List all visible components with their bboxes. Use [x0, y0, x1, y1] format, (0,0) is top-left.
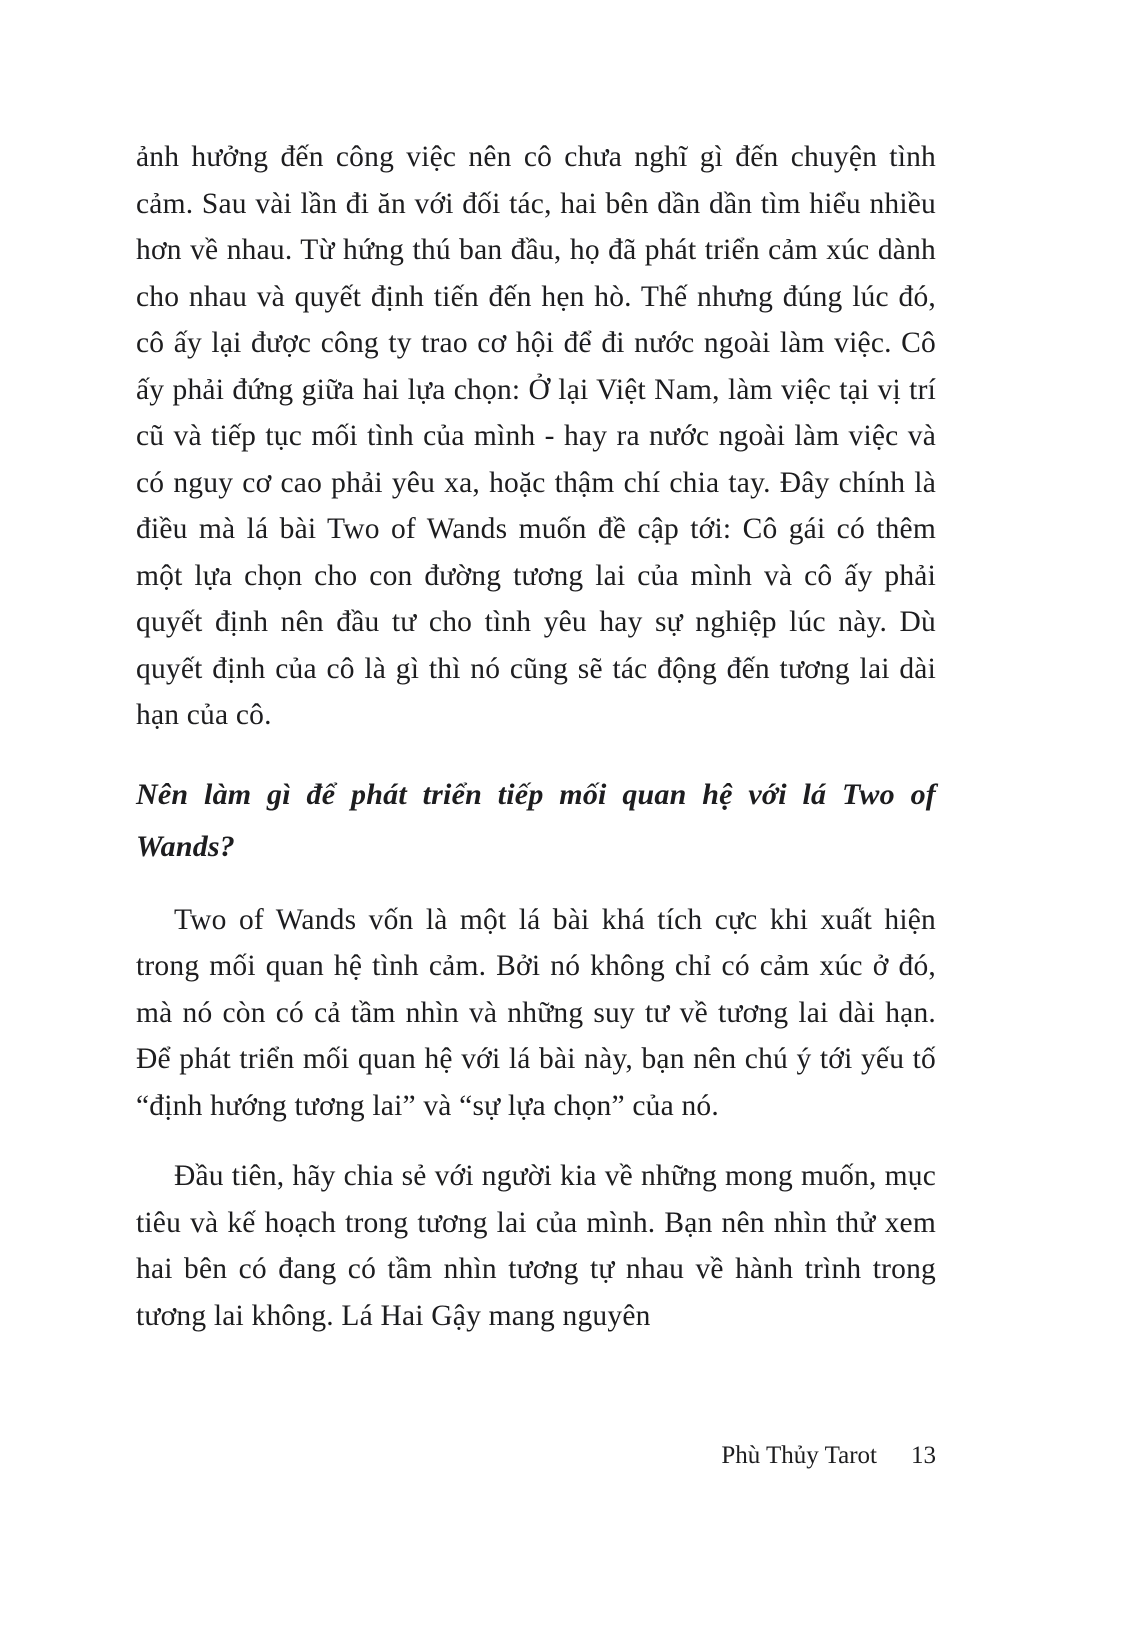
- paragraph-continuation: ảnh hưởng đến công việc nên cô chưa nghĩ gì đến chuyện tình cảm. Sau vài lần đi ăn với đối tác, hai bên dần dần tìm hiểu nhiều hơn về nhau. Từ hứng thú ban đầu, họ đã phát triển cảm xúc dành cho nhau và quyết định tiến đến hẹn hò. Thế nhưng đúng lúc đó, cô ấy lại được công ty trao cơ hội để đi nước ngoài làm việc. Cô ấy phải đứng giữa hai lựa chọn: Ở lại Việt Nam, làm việc tại vị trí cũ và tiếp tục mối tình của mình - hay ra nước ngoài làm việc và có nguy cơ cao phải yêu xa, hoặc thậm chí chia tay. Đây chính là điều mà lá bài Two of Wands muốn đề cập tới: Cô gái có thêm một lựa chọn cho con đường tương lai của mình và cô ấy phải quyết định nên đầu tư cho tình yêu hay sự nghiệp lúc này. Dù quyết định của cô là gì thì nó cũng sẽ tác động đến tương lai dài hạn của cô.: [136, 141, 936, 731]
- paragraph-advice: Đầu tiên, hãy chia sẻ với người kia về những mong muốn, mục tiêu và kế hoạch trong tương lai của mình. Bạn nên nhìn thử xem hai bên có đang có tầm nhìn tương tự nhau về hành trình trong tương lai không. Lá Hai Gậy mang nguyên: [136, 1160, 936, 1332]
- section-heading: Nên làm gì để phát triển tiếp mối quan hệ với lá Two of Wands?: [136, 777, 936, 863]
- footer-page-number: 13: [911, 1442, 936, 1469]
- page-content: [136, 134, 936, 1339]
- page-footer: [136, 1440, 936, 1472]
- paragraph-two-of-wands: Two of Wands vốn là một lá bài khá tích cực khi xuất hiện trong mối quan hệ tình cảm. Bởi nó không chỉ có cảm xúc ở đó, mà nó còn có cả tầm nhìn và những suy tư về tương lai dài hạn. Để phát triển mối quan hệ với lá bài này, bạn nên chú ý tới yếu tố “định hướng tương lai” và “sự lựa chọn” của nó.: [136, 903, 936, 1122]
- footer-book-title: Phù Thủy Tarot: [721, 1442, 877, 1469]
